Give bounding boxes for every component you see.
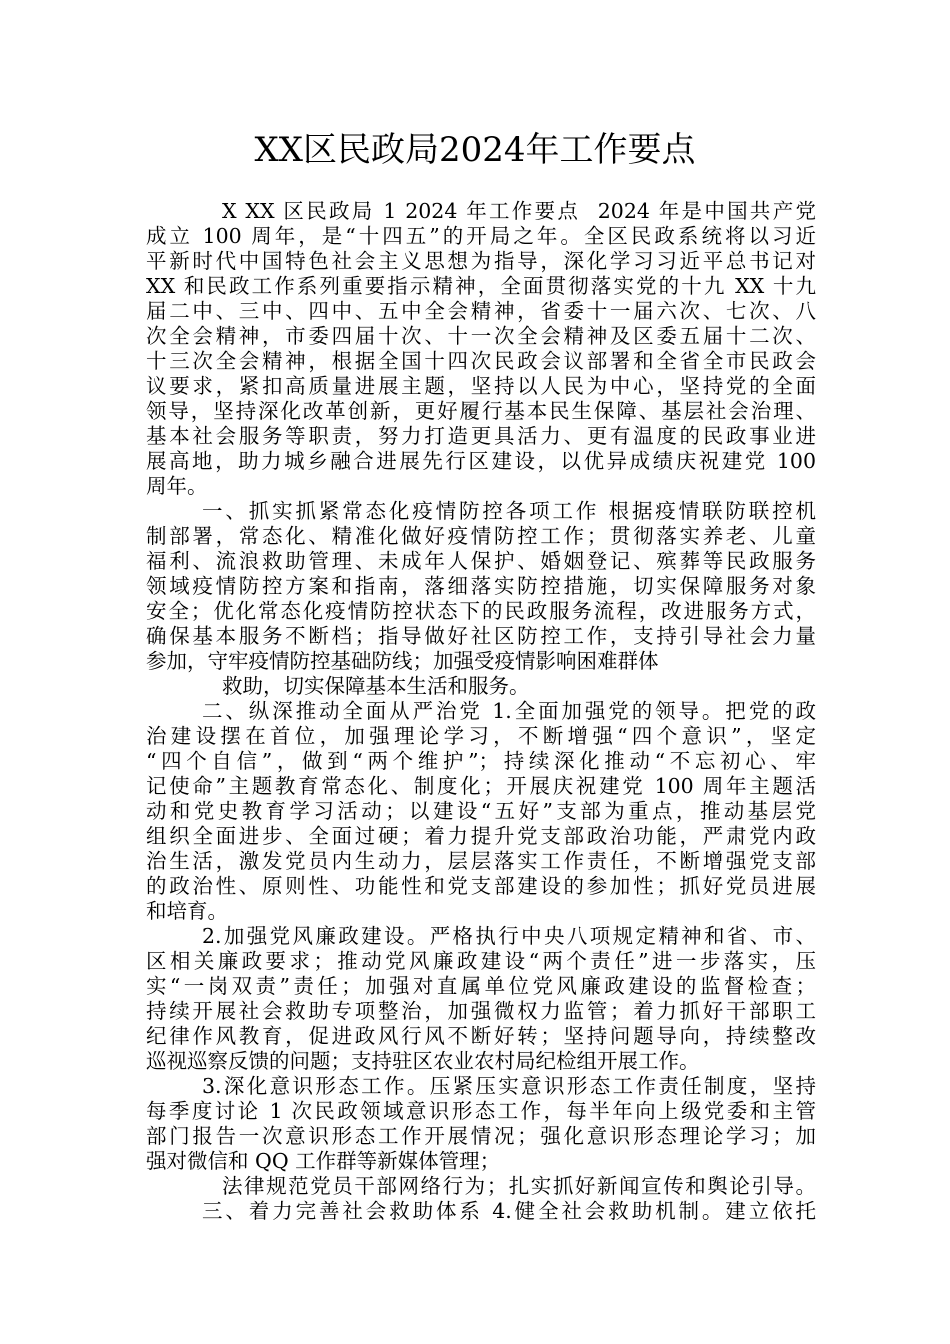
text-line: 法律规范党员干部网络行为；扎实抓好新闻宣传和舆论引导。 bbox=[222, 1174, 816, 1198]
text-line: 领导，坚持深化改革创新，更好履行基本民生保障、基层社会治理、 bbox=[146, 399, 816, 423]
document-body bbox=[146, 199, 816, 1224]
text-line: 和培育。 bbox=[146, 899, 228, 923]
text-line: 实“一岗双责”责任；加强对直属单位党风廉政建设的监督检查； bbox=[146, 974, 816, 998]
text-line: 安全；优化常态化疫情防控状态下的民政服务流程，改进服务方式， bbox=[146, 599, 816, 623]
text-line: 持续开展社会救助专项整治，加强微权力监管；着力抓好干部职工 bbox=[146, 999, 816, 1023]
text-line: 部门报告一次意识形态工作开展情况；强化意识形态理论学习；加 bbox=[146, 1124, 816, 1148]
text-line: 制部署，常态化、精准化做好疫情防控工作；贯彻落实养老、儿童 bbox=[146, 524, 816, 548]
text-line: 救助，切实保障基本生活和服务。 bbox=[222, 674, 530, 698]
text-line: “四个自信”，做到“两个维护”；持续深化推动“不忘初心、牢 bbox=[146, 749, 816, 773]
text-line: 巡视巡察反馈的问题；支持驻区农业农村局纪检组开展工作。 bbox=[146, 1049, 700, 1073]
text-line: 3.深化意识形态工作。压紧压实意识形态工作责任制度，坚持 bbox=[202, 1074, 816, 1098]
text-line: 强对微信和 QQ 工作群等新媒体管理； bbox=[146, 1149, 501, 1173]
text-line: 区相关廉政要求；推动党风廉政建设“两个责任”进一步落实，压 bbox=[146, 949, 816, 973]
text-line: 组织全面进步、全面过硬；着力提升党支部政治功能，严肃党内政 bbox=[146, 824, 816, 848]
text-line: 展高地，助力城乡融合进展先行区建设，以优异成绩庆祝建党 100 bbox=[146, 449, 816, 473]
text-line: 2.加强党风廉政建设。严格执行中央八项规定精神和省、市、 bbox=[202, 924, 816, 948]
text-line: 参加，守牢疫情防控基础防线；加强受疫情影响困难群体 bbox=[146, 649, 659, 673]
document-title: XX区民政局2024年工作要点 bbox=[254, 130, 696, 170]
text-line: X XX 区民政局 1 2024 年工作要点 2024 年是中国共产党 bbox=[222, 199, 816, 223]
text-line: 次全会精神，市委四届十次、十一次全会精神及区委五届十二次、 bbox=[146, 324, 816, 348]
text-line: 的政治性、原则性、功能性和党支部建设的参加性；抓好党员进展 bbox=[146, 874, 816, 898]
text-line: 成立 100 周年，是“十四五”的开局之年。全区民政系统将以习近 bbox=[146, 224, 816, 248]
text-line: 治生活，激发党员内生动力，层层落实工作责任，不断增强党支部 bbox=[146, 849, 816, 873]
text-line: 平新时代中国特色社会主义思想为指导，深化学习习近平总书记对 bbox=[146, 249, 816, 273]
text-line: 每季度讨论 1 次民政领域意识形态工作，每半年向上级党委和主管 bbox=[146, 1099, 816, 1123]
text-line: 届二中、三中、四中、五中全会精神，省委十一届六次、七次、八 bbox=[146, 299, 816, 323]
text-line: 基本社会服务等职责，努力打造更具活力、更有温度的民政事业进 bbox=[146, 424, 816, 448]
text-line: 领域疫情防控方案和指南，落细落实防控措施，切实保障服务对象 bbox=[146, 574, 816, 598]
text-line: 一、抓实抓紧常态化疫情防控各项工作 根据疫情联防联控机 bbox=[202, 499, 816, 523]
text-line: 议要求，紧扣高质量进展主题，坚持以人民为中心，坚持党的全面 bbox=[146, 374, 816, 398]
text-line: 十三次全会精神，根据全国十四次民政会议部署和全省全市民政会 bbox=[146, 349, 816, 373]
text-line: 治建设摆在首位，加强理论学习，不断增强“四个意识”，坚定 bbox=[146, 724, 816, 748]
text-line: XX 和民政工作系列重要指示精神，全面贯彻落实党的十九 XX 十九 bbox=[146, 274, 816, 298]
text-line: 二、纵深推动全面从严治党 1.全面加强党的领导。把党的政 bbox=[202, 699, 816, 723]
text-line: 确保基本服务不断档；指导做好社区防控工作，支持引导社会力量 bbox=[146, 624, 816, 648]
text-line: 福利、流浪救助管理、未成年人保护、婚姻登记、殡葬等民政服务 bbox=[146, 549, 816, 573]
text-line: 周年。 bbox=[146, 474, 208, 498]
text-line: 三、着力完善社会救助体系 4.健全社会救助机制。建立依托 bbox=[202, 1199, 816, 1223]
text-line: 纪律作风教育，促进政风行风不断好转；坚持问题导向，持续整改 bbox=[146, 1024, 816, 1048]
text-line: 动和党史教育学习活动；以建设“五好”支部为重点，推动基层党 bbox=[146, 799, 816, 823]
text-line: 记使命”主题教育常态化、制度化；开展庆祝建党 100 周年主题活 bbox=[146, 774, 816, 798]
